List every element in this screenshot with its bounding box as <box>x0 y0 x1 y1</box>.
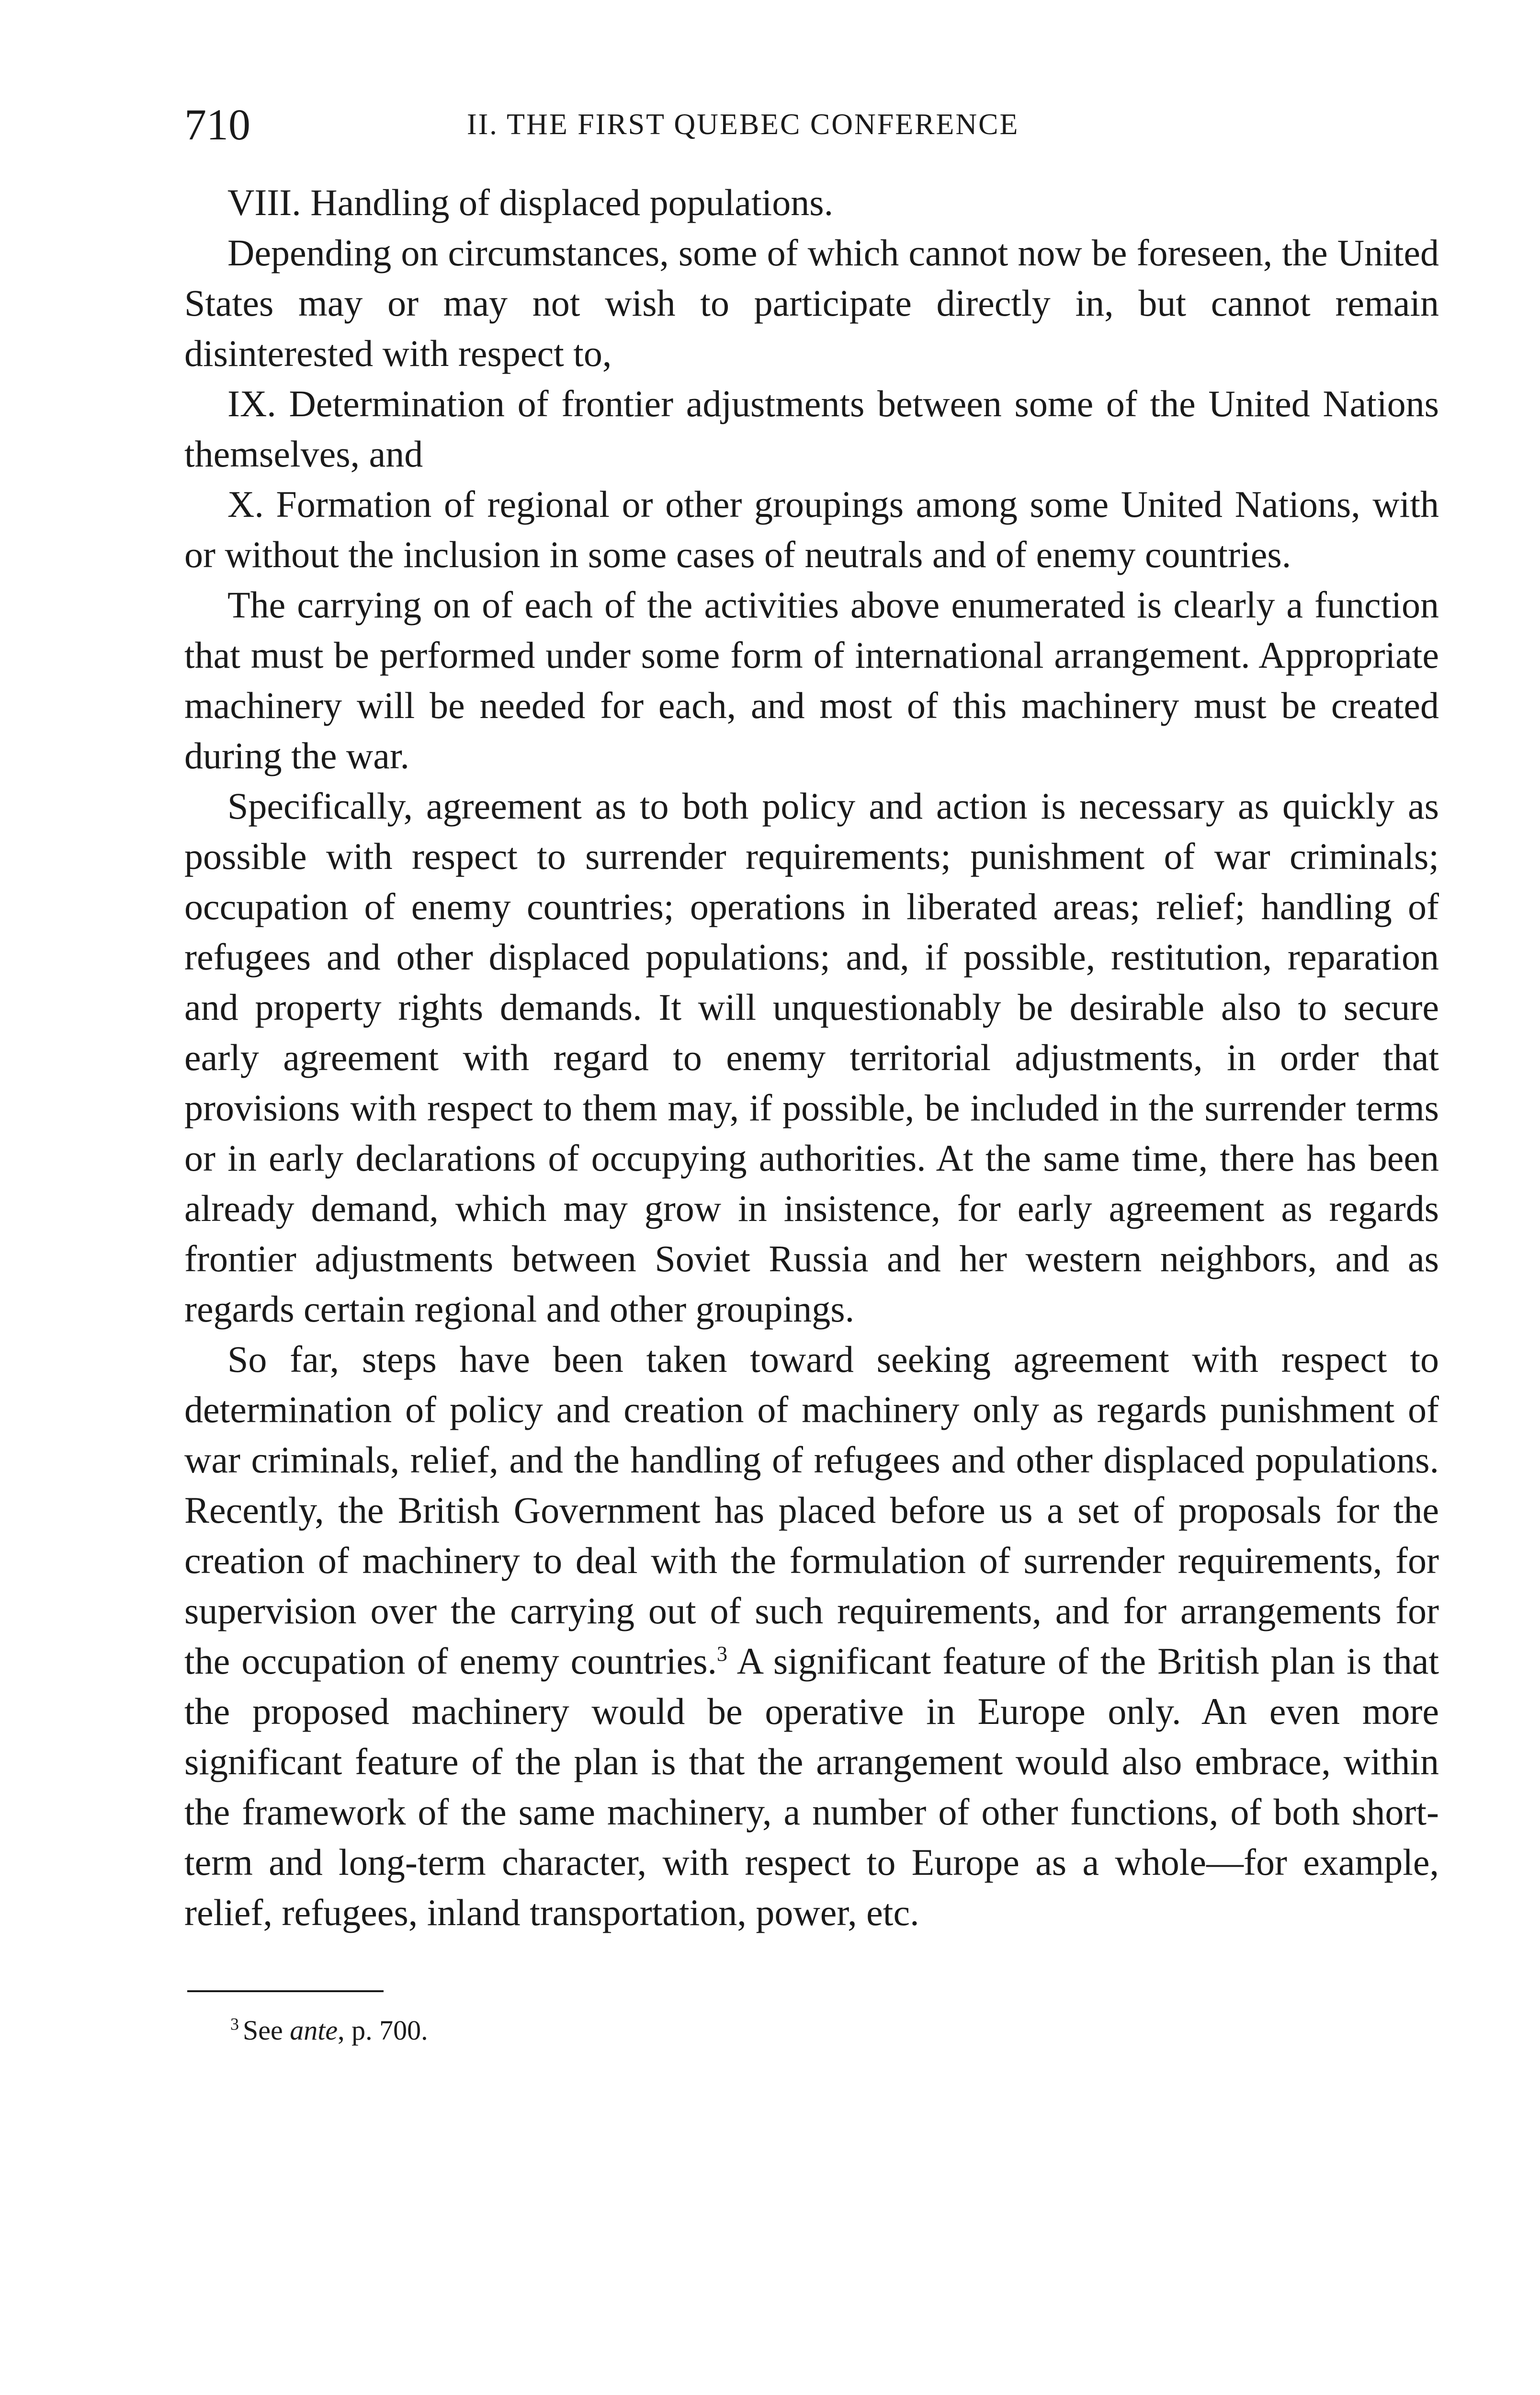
paragraph-british-proposals <box>184 1334 1439 1938</box>
footnote <box>184 2011 1439 2050</box>
paragraph-international-arrangement: The carrying on of each of the activities above enumerated is clearly a function that must be performed under some form of international arrangement. Appropriate machinery will be needed for each, and most of this machinery must be created during the war. <box>184 584 1439 776</box>
paragraph-text-before-reference: So far, steps have been taken toward seeking agreement with respect to determination of policy and creation of machinery only as regards punishment of war criminals, relief, and the handling of refugees and other displaced populations. Recently, the British Government has placed before us a set of proposals for the creation of machinery to deal with the formulation of surrender requirements, for supervision over the carrying out of such requirements, and for arrangements for the occupation of enemy countries. <box>184 1338 1439 1682</box>
paragraph-participation: Depending on circumstances, some of which cannot now be foreseen, the United States may or may not wish to participate directly in, but cannot remain disinterested with respect to, <box>184 232 1439 374</box>
paragraph-item-ix: IX. Determination of frontier adjustments between some of the United Nations themselves, and <box>184 383 1439 475</box>
footnote-mark: 3 <box>230 2014 239 2034</box>
document-page <box>184 96 1439 2050</box>
paragraph-text-after-reference: A significant feature of the British plan is that the proposed machinery would be operative in Europe only. An even more significant feature of the plan is that the arrangement would also embrace, within the framework of the same machinery, a number of other functions, of both short-term and long-term character, with respect to Europe as a whole—for example, relief, refugees, inland transportation, power, etc. <box>184 1640 1439 1933</box>
body-text <box>184 177 1439 1938</box>
paragraph-agreement-necessity: Specifically, agreement as to both policy and action is necessary as quickly as possible with respect to surrender requirements; punishment of war criminals; occupation of enemy countries; operations in liberated areas; relief; handling of refugees and other displaced populations; and, if possible, restitution, reparation and property rights demands. It will unquestionably be desirable also to secure early agreement with regard to enemy territorial adjustments, in order that provisions with respect to them may, if possible, be included in the surrender terms or in early declarations of occupying authorities. At the same time, there has been already demand, which may grow in insistence, for early agreement as regards frontier adjustments between Soviet Russia and her western neighbors, and as regards certain regional and other groupings. <box>184 785 1439 1330</box>
footnote-prefix: See <box>243 2015 283 2046</box>
footnote-divider <box>187 1990 384 1992</box>
footnote-reference[interactable]: 3 <box>717 1642 728 1665</box>
paragraph-item-viii: VIII. Handling of displaced populations. <box>227 182 834 223</box>
running-head-title: II. THE FIRST QUEBEC CONFERENCE <box>467 108 1019 141</box>
footnote-italic-ref: ante <box>290 2015 338 2046</box>
page-number: 710 <box>184 100 250 149</box>
running-head <box>184 96 1439 153</box>
paragraph-item-x: X. Formation of regional or other groupings among some United Nations, with or without the inclusion in some cases of neutrals and of enemy countries. <box>184 483 1439 575</box>
footnote-page-ref: , p. 700. <box>338 2015 428 2046</box>
